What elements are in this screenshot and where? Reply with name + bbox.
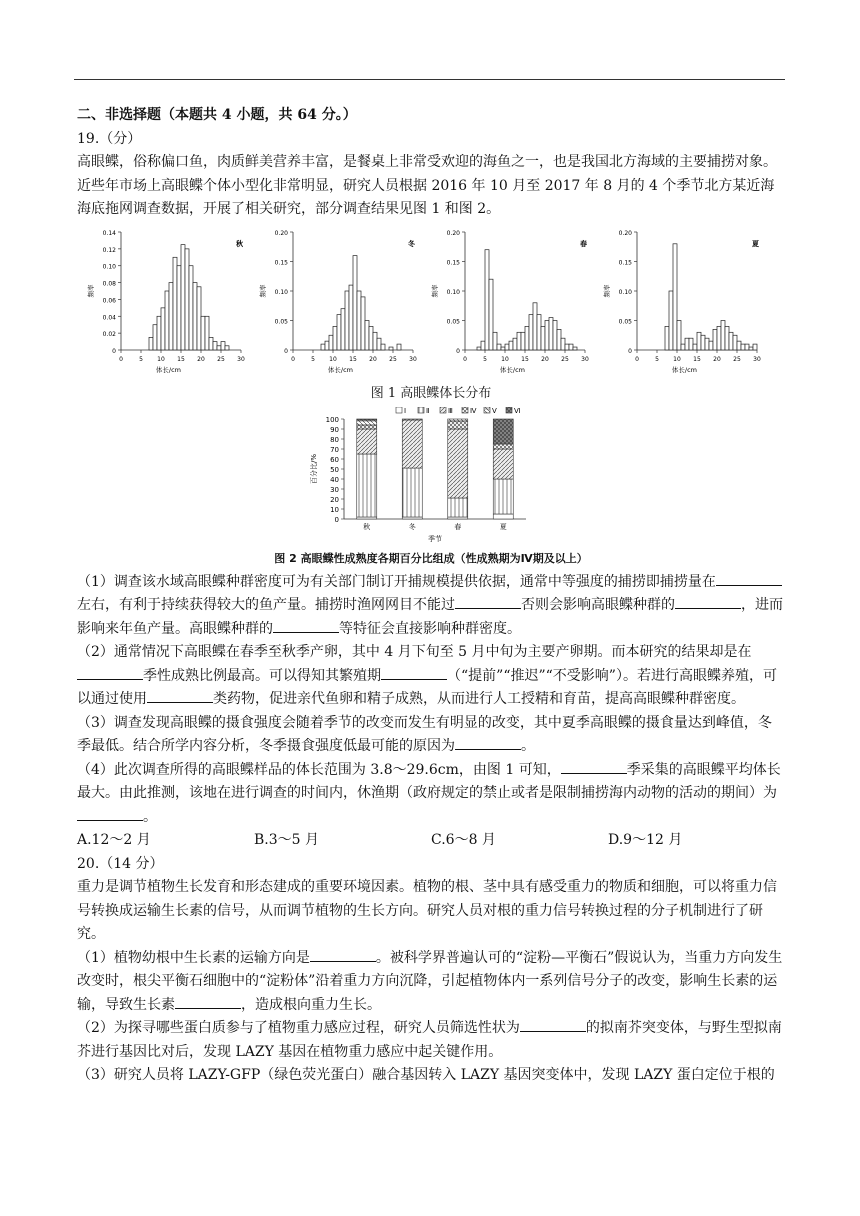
y-tick-label: 0.05 [274,318,288,325]
histogram-bar [165,291,169,350]
option-d[interactable]: D.9～12 月 [608,832,683,848]
q19-part1: （1）调查该水域高眼鲽种群密度可为有关部门制订开捕规模提供依据，通常中等强度的捕捞即捕捞量在左右，有利于持续获得较大的鱼产量。捕捞时渔网网目不能过 否则会影响高眼鲽种群的 ，进而影响来年鱼产量。高眼鲽种群的 等特征会直接影响种群密度。 [77,571,785,642]
histogram-bar [721,320,725,350]
legend-swatch [484,407,490,413]
x-tick-label: 25 [561,355,569,363]
x-tick-label: 10 [329,355,337,363]
q20-part2: （2）为探寻哪些蛋白质参与了植物重力感应过程，研究人员筛选性状为 的拟南芥突变体，与野生型拟南芥进行基因比对后，发现 LAZY 基因在植物重力感应中起关键作用。 [77,1017,785,1064]
histogram-bar [529,314,533,349]
q20-part1: （1）植物幼根中生长素的运输方向是 。被科学界普遍认可的“淀粉—平衡石”假说认为，当重力方向发生改变时，根尖平衡石细胞中的“淀粉体”沿着重力方向沉降，引起植物体内一系列信号分子的改变，影响生长素的运输，导致生长素 ，造成根向重力生长。 [77,947,785,1018]
q19-options [77,829,785,853]
y-tick-label: 0.06 [102,296,116,304]
y-axis-label: 频率 [603,284,611,297]
option-c[interactable]: C.6～8 月 [431,832,496,848]
histogram-bar [193,282,197,349]
x-tick-label: 春 [454,523,462,531]
histogram-bar [673,243,677,349]
histogram-bar [669,291,673,350]
y-tick-label: 30 [330,486,339,494]
histogram-bar [713,329,717,350]
histogram-bar [717,326,721,350]
histogram-bar [353,255,357,349]
figure-2-caption: 图 2 高眼鲽性成熟度各期百分比组成（性成熟期为Ⅳ期及以上） [274,552,588,565]
x-tick-label: 20 [369,355,377,363]
y-tick-label: 0 [112,347,116,355]
histogram-bar [497,344,501,350]
y-tick-label: 80 [330,436,339,444]
y-axis-label: 频率 [87,284,95,297]
histogram-bar [689,338,693,350]
y-tick-label: 0.15 [274,259,288,266]
y-tick-label: 0.20 [274,229,288,237]
histogram-bar [509,341,513,350]
histogram-bar [741,344,745,350]
histogram-bar [201,316,205,350]
histogram-bar [537,314,541,349]
legend-label: Ⅳ [470,407,477,415]
stacked-bar-segment [357,419,377,420]
stacked-bar-segment [357,429,377,454]
histogram-bar [753,344,757,350]
legend-swatch [440,407,446,413]
histogram-bar [169,282,173,349]
histogram-bar [365,320,369,350]
stacked-bar-segment [402,468,422,517]
y-tick-label: 10 [330,506,339,514]
figure-2-stacked-bars [77,407,785,547]
histogram-bar [345,291,349,350]
histogram-bar [185,248,189,349]
stacked-bar-segment [448,419,468,421]
x-tick-label: 15 [349,355,357,363]
x-tick-label: 20 [713,355,721,363]
exam-document [77,104,785,1088]
y-tick-label: 0 [628,347,632,355]
histogram-bar [569,344,573,350]
histogram-bar [197,286,201,349]
histogram-bar [357,291,361,350]
histogram-bar [565,344,569,350]
answer-blank[interactable] [175,994,241,1009]
histogram-bar [485,249,489,349]
x-tick-label: 25 [733,355,741,363]
y-tick-label: 0.10 [446,288,460,296]
histogram-bar [349,285,353,350]
x-axis-label: 体长/cm [155,365,181,374]
answer-blank[interactable] [77,665,143,680]
y-tick-label: 0.10 [618,288,632,296]
histogram-bar [705,338,709,350]
stacked-bar-segment [493,514,513,519]
stacked-bar-segment [448,429,468,498]
histogram-bar [321,344,325,350]
x-tick-label: 夏 [499,523,507,531]
histogram-bar [561,338,565,350]
x-tick-label: 0 [635,355,639,363]
y-tick-label: 0.14 [102,229,116,237]
histogram-bar [481,341,485,350]
histogram-bar [149,337,153,350]
histogram-panel [86,230,245,374]
y-tick-label: 0 [334,516,339,524]
y-tick-label: 50 [330,466,339,474]
y-tick-label: 0.05 [446,318,460,325]
answer-blank[interactable] [77,806,143,821]
histogram-bar [205,316,209,350]
histogram-bar [553,320,557,350]
y-tick-label: 0 [284,347,288,355]
stacked-bar-segment [493,444,513,449]
histogram-bar [177,265,181,349]
histogram-bar [517,332,521,350]
stacked-bar-segment [493,449,513,479]
histogram-bar [377,338,381,350]
histogram-bar [173,257,177,350]
histogram-bar [369,326,373,350]
x-axis-label: 体长/cm [499,365,525,374]
q20-intro: 重力是调节植物生长发育和形态建成的重要环境因素。植物的根、茎中具有感受重力的物质和细胞，可以将重力信号转换成运输生长素的信号，从而调节植物的生长方向。研究人员对根的重力信号转换过程的分子机制进行了研究。 [77,879,777,942]
answer-blank[interactable] [455,735,521,750]
x-tick-label: 0 [463,355,467,363]
histogram-bar [525,326,529,350]
histogram-panel [430,230,589,374]
histogram-bar [213,341,217,349]
legend-label: Ⅰ [404,407,407,415]
histogram-bar [325,341,329,350]
stacked-bar-segment [402,419,422,420]
q19-intro: 高眼鲽，俗称偏口鱼，肉质鲜美营养丰富，是餐桌上非常受欢迎的海鱼之一，也是我国北方海域的主要捕捞对象。近些年市场上高眼鲽个体小型化非常明显，研究人员根据 2016 年 10 月至 2017 年 8 月的 4 个季节北方某近海海底拖网调查数据，开展了相关研究，部分调查结果见图 1 和图 2。 [77,154,777,217]
stacked-bar-segment [402,420,422,468]
section-heading: 二、非选择题（本题共 4 小题，共 64 分。） [77,107,357,123]
histogram-bar [157,316,161,350]
y-tick-label: 100 [325,416,339,424]
histogram-bar [493,332,497,350]
stacked-bar-segment [493,419,513,444]
x-tick-label: 5 [311,355,315,363]
option-b[interactable]: B.3～5 月 [254,832,320,848]
histogram-bar [725,326,729,350]
season-title: 夏 [752,239,759,248]
answer-blank[interactable] [455,594,521,609]
histogram-bar [501,347,505,350]
histogram-bar [373,332,377,350]
answer-blank[interactable] [716,571,782,586]
header-rule [74,79,785,80]
histogram-bar [209,337,213,350]
season-title: 秋 [236,239,243,248]
x-tick-label: 15 [521,355,529,363]
q19-part3: （3）调查发现高眼鲽的摄食强度会随着季节的改变而发生有明显的改变，其中夏季高眼鲽的摄食量达到峰值，冬季最低。结合所学内容分析，冬季摄食强度低最可能的原因为 。 [77,714,772,754]
legend-swatch [506,407,512,413]
histogram-bar [397,344,401,350]
y-tick-label: 0.20 [618,229,632,237]
y-tick-label: 0.05 [618,318,632,325]
y-axis-label: 频率 [431,284,439,297]
x-tick-label: 30 [237,355,245,363]
x-tick-label: 秋 [363,523,371,531]
histogram-panel [258,230,417,374]
legend-swatch [396,407,402,413]
histogram-bar [181,244,185,349]
histogram-bar [333,326,337,350]
stacked-bar-segment [357,454,377,517]
answer-blank[interactable] [520,1017,586,1032]
stacked-bar-segment [448,421,468,429]
stacked-bar-segment [357,425,377,429]
q20-number: 20.（14 分） [77,855,164,872]
answer-blank[interactable] [310,947,376,962]
x-tick-label: 20 [541,355,549,363]
x-tick-label: 10 [501,355,509,363]
figure-1-histograms [77,224,785,382]
y-tick-label: 0.15 [618,259,632,266]
legend-label: Ⅲ [448,407,453,415]
legend-label: Ⅵ [514,407,521,415]
y-tick-label: 0.10 [102,263,116,271]
histogram-bar [737,341,741,350]
y-tick-label: 60 [330,456,339,464]
legend-swatch [462,407,468,413]
histogram-bar [381,344,385,350]
y-tick-label: 0.20 [446,229,460,237]
x-tick-label: 10 [157,355,165,363]
histogram-bar [681,344,685,350]
histogram-bar [337,314,341,349]
option-a[interactable]: A.12～2 月 [77,832,151,848]
q19-part2: （2）通常情况下高眼鲽在春季至秋季产卵，其中 4 月下旬至 5 月中旬为主要产卵期。而本研究的结果却是在季性成熟比例最高。可以得知其繁殖期 （“提前”“推迟”“不受影响”）。若进行高眼鲽养殖，可以通过使用 类药物，促进亲代鱼卵和精子成熟，从而进行人工授精和育苗，提高高眼鲽种群密度。 [77,644,777,707]
y-tick-label: 20 [330,496,339,504]
x-tick-label: 5 [139,355,143,363]
histogram-bar [225,345,229,349]
y-tick-label: 0 [456,347,460,355]
histogram-bar [221,341,225,349]
histogram-bar [733,335,737,350]
y-tick-label: 0.15 [446,259,460,266]
x-axis-label: 体长/cm [671,365,697,374]
y-tick-label: 0.08 [102,280,116,288]
x-tick-label: 30 [409,355,417,363]
x-axis-label: 季节 [428,535,442,543]
histogram-bar [541,326,545,350]
x-tick-label: 15 [693,355,701,363]
answer-blank[interactable] [675,594,741,609]
x-tick-label: 10 [673,355,681,363]
answer-blank[interactable] [273,618,339,633]
histogram-bar [189,265,193,349]
x-tick-label: 0 [291,355,295,363]
histogram-bar [161,307,165,349]
season-title: 冬 [408,239,415,248]
histogram-bar [341,308,345,349]
stacked-bar-segment [357,420,377,425]
q20-part3: （3）研究人员将 LAZY-GFP（绿色荧光蛋白）融合基因转入 LAZY 基因突变体中，发现 LAZY 蛋白定位于根的 [77,1067,775,1083]
q19-part4: （4）此次调查所得的高眼鲽样品的体长范围为 3.8～29.6cm，由图 1 可知， 季采集的高眼鲽平均体长最大。由此推测，该地在进行调查的时间内，休渔期（政府规定的禁止或者是限制捕捞海内动物的活动的期间）为。 [77,759,785,830]
x-tick-label: 5 [655,355,659,363]
y-tick-label: 0.04 [102,313,116,321]
histogram-bar [505,344,509,350]
histogram-bar [533,302,537,349]
histogram-bar [573,347,577,350]
y-axis-label: 频率 [259,284,267,297]
y-tick-label: 0.10 [274,288,288,296]
legend-label: Ⅴ [492,407,497,415]
answer-blank[interactable] [381,665,447,680]
answer-blank[interactable] [147,688,213,703]
x-tick-label: 30 [581,355,589,363]
histogram-panel [602,230,761,374]
histogram-bar [153,324,157,349]
histogram-bar [697,332,701,350]
histogram-bar [693,344,697,350]
histogram-bar [709,341,713,350]
histogram-bar [217,345,221,349]
x-tick-label: 20 [197,355,205,363]
legend-label: Ⅱ [426,407,430,415]
season-title: 春 [580,239,587,248]
y-tick-label: 70 [330,446,339,454]
q19-number: 19.（分） [77,130,142,147]
histogram-bar [361,296,365,349]
y-axis-label: 百分比/% [310,453,318,485]
histogram-bar [685,338,689,350]
histogram-bar [557,329,561,350]
y-tick-label: 90 [330,426,339,434]
y-tick-label: 40 [330,476,339,484]
y-tick-label: 0.12 [102,246,116,254]
answer-blank[interactable] [561,759,627,774]
legend-swatch [418,407,424,413]
histogram-bar [389,347,393,350]
histogram-bar [477,347,481,350]
x-tick-label: 5 [483,355,487,363]
y-tick-label: 0.02 [102,330,116,338]
histogram-bar [745,344,749,350]
histogram-bar [489,279,493,350]
histogram-bar [329,335,333,350]
histogram-bar [521,332,525,350]
x-tick-label: 25 [217,355,225,363]
x-axis-label: 体长/cm [327,365,353,374]
histogram-bar [513,338,517,350]
histogram-bar [545,320,549,350]
stacked-bar-segment [493,479,513,514]
histogram-bar [701,335,705,350]
figure-1-caption: 图 1 高眼鲽体长分布 [370,385,492,401]
x-tick-label: 30 [753,355,761,363]
x-tick-label: 25 [389,355,397,363]
histogram-bar [549,317,553,349]
x-tick-label: 0 [119,355,123,363]
histogram-bar [749,347,753,350]
stacked-bar-segment [448,498,468,517]
histogram-bar [729,332,733,350]
histogram-bar [677,320,681,350]
histogram-bar [665,326,669,350]
x-tick-label: 冬 [408,523,416,531]
x-tick-label: 15 [177,355,185,363]
